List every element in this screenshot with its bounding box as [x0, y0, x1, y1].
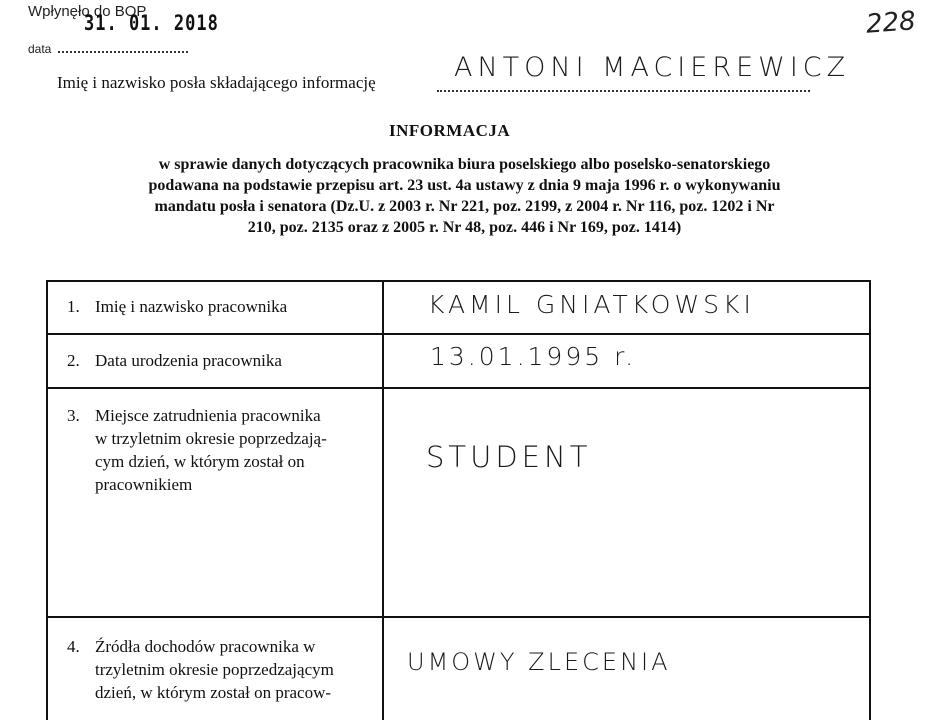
- table-border-top: [46, 280, 871, 282]
- table-row-divider: [46, 387, 871, 389]
- row-label-line: w trzyletnim okresie poprzedzają-: [95, 429, 327, 448]
- subtitle-line: 210, poz. 2135 oraz z 2005 r. Nr 48, poz. 446 i Nr 169, poz. 1414): [247, 219, 682, 236]
- table-row-2-label: [95, 349, 282, 372]
- declarant-label: Imię i nazwisko posła składającego informację: [57, 73, 376, 92]
- table-row-1-label: [95, 295, 287, 318]
- table-row-3-number: 3.: [67, 406, 80, 425]
- stamp-data-label: data: [28, 42, 52, 56]
- stamp-date: 31. 01. 2018: [84, 11, 219, 36]
- table-column-divider: [382, 280, 384, 720]
- row-label-line: Miejsce zatrudnienia pracownika: [95, 406, 321, 425]
- row-label-line: cym dzień, w którym został on: [95, 452, 305, 471]
- declarant-dotted-line: [437, 90, 810, 92]
- table-row-4-value: UMOWY ZLECENIA: [407, 648, 671, 676]
- subtitle-line: w sprawie danych dotyczących pracownika biura poselskiego albo poselsko-senatorskiego: [158, 156, 771, 173]
- table-row-1-number: 1.: [67, 297, 80, 316]
- row-label-line: Data urodzenia pracownika: [95, 351, 282, 370]
- table-row-1-value: KAMIL GNIATKOWSKI: [428, 290, 755, 319]
- table-row-4-number: 4.: [67, 637, 80, 656]
- subtitle-line: mandatu posła i senatora (Dz.U. z 2003 r. Nr 221, poz. 2199, z 2004 r. Nr 116, poz. 1202 i Nr: [154, 198, 775, 215]
- stamp-date-dotted-line: [58, 51, 188, 53]
- table-row-4-label: [95, 635, 334, 704]
- employee-info-table: [46, 280, 871, 720]
- stamp-label: Wpłynęło do BOP: [28, 3, 147, 20]
- table-row-2-number: 2.: [67, 351, 80, 370]
- table-border-left: [46, 280, 48, 720]
- row-label-line: dzień, w którym został on pracow-: [95, 683, 332, 702]
- table-row-3-label: [95, 404, 327, 496]
- table-border-right: [869, 280, 871, 720]
- document-title: INFORMACJA: [389, 121, 511, 140]
- row-label-line: Źródła dochodów pracownika w: [95, 637, 316, 656]
- row-label-line: pracownikiem: [95, 475, 193, 494]
- table-row-3-value: STUDENT: [426, 440, 592, 474]
- table-row-divider: [46, 616, 871, 618]
- page-number: 228: [865, 6, 917, 40]
- row-label-line: Imię i nazwisko pracownika: [95, 297, 288, 316]
- document-subtitle: [0, 154, 929, 238]
- declarant-name-handwritten: ANTONI MACIEREWICZ: [454, 52, 851, 83]
- table-row-divider: [46, 333, 871, 335]
- row-label-line: trzyletnim okresie poprzedzającym: [95, 660, 334, 679]
- table-row-2-value: 13.01.1995 r.: [430, 342, 637, 371]
- subtitle-line: podawana na podstawie przepisu art. 23 ust. 4a ustawy z dnia 9 maja 1996 r. o wykonywaniu: [148, 177, 781, 194]
